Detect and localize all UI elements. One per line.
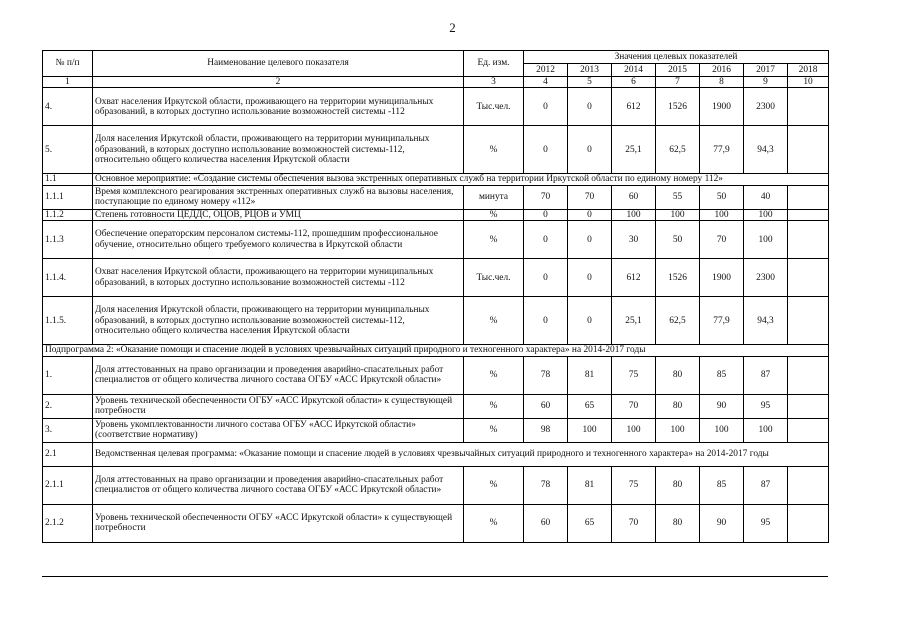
value-cell: 62,5 <box>656 297 700 345</box>
unit: % <box>464 504 524 542</box>
row-number: 1.1.2 <box>43 209 93 220</box>
value-cell: 70 <box>612 504 656 542</box>
value-cell: 95 <box>744 504 788 542</box>
value-cell: 77,9 <box>700 126 744 174</box>
value-cell: 0 <box>524 259 568 297</box>
table-row <box>43 418 829 442</box>
header-num: № п/п <box>43 51 93 77</box>
value-cell: 65 <box>568 394 612 418</box>
table-row <box>43 126 829 174</box>
value-cell <box>788 504 829 542</box>
value-cell: 100 <box>700 418 744 442</box>
value-cell <box>788 209 829 220</box>
header-year: 2018 <box>788 64 829 77</box>
row-number: 2. <box>43 394 93 418</box>
value-cell: 0 <box>568 209 612 220</box>
value-cell <box>788 356 829 394</box>
value-cell: 80 <box>656 466 700 504</box>
unit: % <box>464 466 524 504</box>
value-cell: 81 <box>568 466 612 504</box>
column-index: 5 <box>568 77 612 88</box>
indicator-name: Охват населения Иркутской области, проживающего на территории муниципальных образований, в которых доступно использование возможностей системы -112 <box>93 259 464 297</box>
header-year: 2017 <box>744 64 788 77</box>
value-cell: 2300 <box>744 88 788 126</box>
value-cell: 100 <box>656 418 700 442</box>
table-row <box>43 259 829 297</box>
indicator-name: Время комплексного реагирования экстренных оперативных служб на вызовы населения, поступающие по единому номеру «112» <box>93 185 464 209</box>
value-cell: 70 <box>524 185 568 209</box>
column-index: 8 <box>700 77 744 88</box>
value-cell: 75 <box>612 466 656 504</box>
value-cell: 60 <box>524 504 568 542</box>
unit: % <box>464 297 524 345</box>
page-number: 2 <box>449 20 456 35</box>
header-year: 2016 <box>700 64 744 77</box>
row-number: 2.1 <box>43 442 93 466</box>
value-cell: 70 <box>612 394 656 418</box>
value-cell: 100 <box>568 418 612 442</box>
header-unit: Ед. изм. <box>464 51 524 77</box>
value-cell <box>788 394 829 418</box>
table-row <box>43 466 829 504</box>
table-row <box>43 442 829 466</box>
value-cell: 0 <box>568 259 612 297</box>
section-title: Ведомственная целевая программа: «Оказание помощи и спасение людей в условиях чрезвычайных ситуаций природного и техногенного характера» на 2014-2017 годы <box>93 442 829 466</box>
value-cell: 0 <box>524 88 568 126</box>
row-number: 1.1.5. <box>43 297 93 345</box>
value-cell: 100 <box>744 418 788 442</box>
unit: % <box>464 418 524 442</box>
table-row <box>43 345 829 356</box>
unit: минута <box>464 185 524 209</box>
column-index: 9 <box>744 77 788 88</box>
value-cell: 80 <box>656 504 700 542</box>
value-cell <box>788 185 829 209</box>
column-index: 3 <box>464 77 524 88</box>
value-cell: 25,1 <box>612 126 656 174</box>
table-body <box>43 88 829 542</box>
value-cell: 25,1 <box>612 297 656 345</box>
indicator-name: Уровень укомплектованности личного состава ОГБУ «АСС Иркутской области» (соответствие нормативу) <box>93 418 464 442</box>
unit: % <box>464 394 524 418</box>
header-year: 2013 <box>568 64 612 77</box>
value-cell: 85 <box>700 466 744 504</box>
row-number: 4. <box>43 88 93 126</box>
value-cell: 55 <box>656 185 700 209</box>
row-number: 1. <box>43 356 93 394</box>
indicator-name: Доля аттестованных на право организации и проведения аварийно-спасательных работ специалистов от общего количества личного состава ОГБУ «АСС Иркутской области» <box>93 356 464 394</box>
indicator-name: Охват населения Иркутской области, проживающего на территории муниципальных образований, в которых доступно использование возможностей системы -112 <box>93 88 464 126</box>
indicator-name: Доля населения Иркутской области, проживающего на территории муниципальных образований, в которых доступно использование возможностей системы-112, относительно общего количества населения Иркутской области <box>93 297 464 345</box>
indicator-name: Уровень технической обеспеченности ОГБУ «АСС Иркутской области» к существующей потребности <box>93 394 464 418</box>
table-row <box>43 174 829 185</box>
unit: % <box>464 209 524 220</box>
value-cell: 100 <box>700 209 744 220</box>
indicator-name: Степень готовности ЦЕДДС, ОЦОВ, РЦОВ и УМЦ <box>93 209 464 220</box>
indicator-name: Обеспечение операторским персоналом системы-112, прошедшим профессиональное обучение, относительно общего требуемого количества в Иркутской области <box>93 221 464 259</box>
unit: % <box>464 126 524 174</box>
value-cell <box>788 126 829 174</box>
indicator-name: Уровень технической обеспеченности ОГБУ «АСС Иркутской области» к существующей потребности <box>93 504 464 542</box>
value-cell: 2300 <box>744 259 788 297</box>
value-cell <box>788 88 829 126</box>
value-cell: 94,3 <box>744 297 788 345</box>
value-cell: 60 <box>612 185 656 209</box>
value-cell: 65 <box>568 504 612 542</box>
table-header <box>43 51 829 88</box>
table-row <box>43 356 829 394</box>
unit: Тыс.чел. <box>464 88 524 126</box>
row-number: 3. <box>43 418 93 442</box>
indicator-name: Доля аттестованных на право организации и проведения аварийно-спасательных работ специалистов от общего количества личного состава ОГБУ «АСС Иркутской области» <box>93 466 464 504</box>
table-row <box>43 209 829 220</box>
value-cell <box>788 466 829 504</box>
header-year: 2012 <box>524 64 568 77</box>
value-cell: 78 <box>524 356 568 394</box>
row-number: 2.1.2 <box>43 504 93 542</box>
value-cell: 98 <box>524 418 568 442</box>
column-index: 10 <box>788 77 829 88</box>
value-cell: 1526 <box>656 88 700 126</box>
value-cell: 50 <box>656 221 700 259</box>
value-cell: 85 <box>700 356 744 394</box>
table-row <box>43 88 829 126</box>
value-cell: 62,5 <box>656 126 700 174</box>
value-cell: 100 <box>744 221 788 259</box>
column-index: 2 <box>93 77 464 88</box>
value-cell: 95 <box>744 394 788 418</box>
unit: % <box>464 221 524 259</box>
value-cell: 100 <box>656 209 700 220</box>
value-cell: 100 <box>612 209 656 220</box>
header-name: Наименование целевого показателя <box>93 51 464 77</box>
header-year: 2015 <box>656 64 700 77</box>
unit: % <box>464 356 524 394</box>
value-cell: 1526 <box>656 259 700 297</box>
value-cell: 70 <box>568 185 612 209</box>
column-index: 4 <box>524 77 568 88</box>
value-cell: 0 <box>524 297 568 345</box>
value-cell: 78 <box>524 466 568 504</box>
value-cell: 0 <box>568 126 612 174</box>
target-indicators-table <box>42 50 829 543</box>
value-cell: 50 <box>700 185 744 209</box>
value-cell: 0 <box>568 297 612 345</box>
value-cell: 1900 <box>700 259 744 297</box>
value-cell <box>788 418 829 442</box>
value-cell: 60 <box>524 394 568 418</box>
value-cell: 1900 <box>700 88 744 126</box>
table-row <box>43 297 829 345</box>
section-title: Основное мероприятие: «Создание системы обеспечения вызова экстренных оперативных служб на территории Иркутской области по единому номеру 112» <box>93 174 829 185</box>
value-cell: 87 <box>744 356 788 394</box>
table-row <box>43 394 829 418</box>
row-number: 5. <box>43 126 93 174</box>
value-cell: 0 <box>568 88 612 126</box>
value-cell: 75 <box>612 356 656 394</box>
subprogram-title: Подпрограмма 2: «Оказание помощи и спасение людей в условиях чрезвычайных ситуаций природного и техногенного характера» на 2014-2017 годы <box>43 345 829 356</box>
row-number: 1.1.1 <box>43 185 93 209</box>
value-cell: 30 <box>612 221 656 259</box>
table-row <box>43 185 829 209</box>
header-values: Значения целевых показателей <box>524 51 829 64</box>
value-cell: 612 <box>612 259 656 297</box>
column-index: 1 <box>43 77 93 88</box>
value-cell <box>788 297 829 345</box>
value-cell: 80 <box>656 356 700 394</box>
value-cell: 0 <box>524 126 568 174</box>
value-cell: 77,9 <box>700 297 744 345</box>
value-cell: 70 <box>700 221 744 259</box>
indicator-name: Доля населения Иркутской области, проживающего на территории муниципальных образований, в которых доступно использование возможностей системы-112, относительно общего количества населения Иркутской области <box>93 126 464 174</box>
value-cell: 90 <box>700 394 744 418</box>
value-cell: 100 <box>744 209 788 220</box>
value-cell: 90 <box>700 504 744 542</box>
value-cell: 87 <box>744 466 788 504</box>
value-cell: 0 <box>524 209 568 220</box>
table-row <box>43 221 829 259</box>
column-index: 7 <box>656 77 700 88</box>
value-cell: 80 <box>656 394 700 418</box>
value-cell: 94,3 <box>744 126 788 174</box>
value-cell <box>788 259 829 297</box>
table-bottom-edge <box>42 576 828 577</box>
unit: Тыс.чел. <box>464 259 524 297</box>
value-cell <box>788 221 829 259</box>
value-cell: 0 <box>524 221 568 259</box>
row-number: 1.1.3 <box>43 221 93 259</box>
value-cell: 40 <box>744 185 788 209</box>
row-number: 1.1 <box>43 174 93 185</box>
column-index: 6 <box>612 77 656 88</box>
value-cell: 100 <box>612 418 656 442</box>
table-row <box>43 504 829 542</box>
value-cell: 81 <box>568 356 612 394</box>
value-cell: 612 <box>612 88 656 126</box>
value-cell: 0 <box>568 221 612 259</box>
row-number: 2.1.1 <box>43 466 93 504</box>
row-number: 1.1.4. <box>43 259 93 297</box>
header-year: 2014 <box>612 64 656 77</box>
